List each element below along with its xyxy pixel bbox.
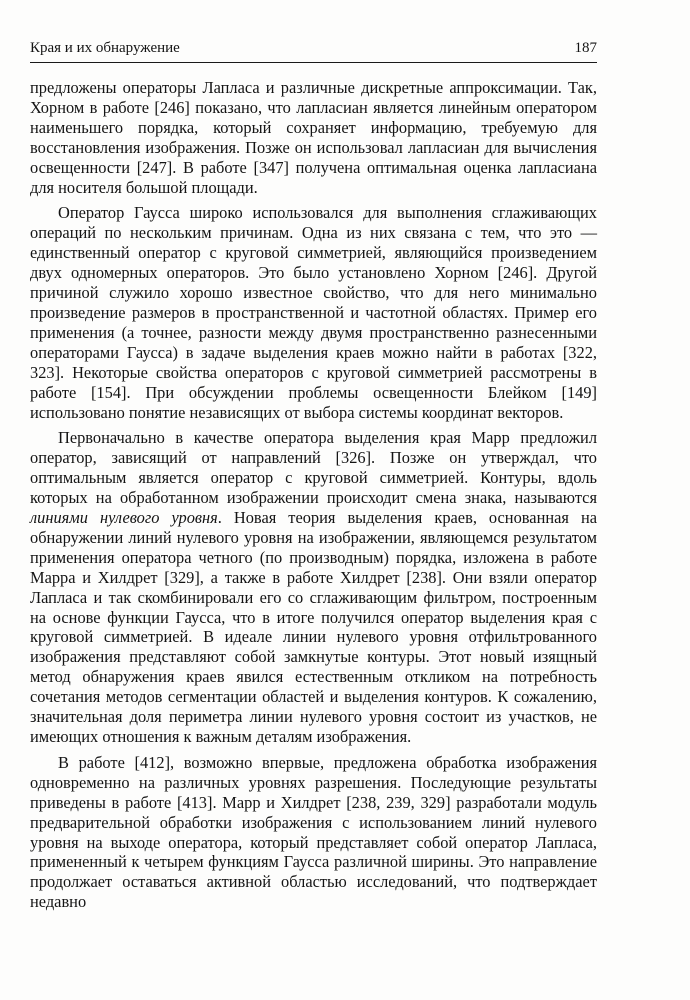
paragraph-3-start: Первоначально в качестве оператора выделения края Марр предложил оператор, зависящий от направлений [326]. Позже он утверждал, что оптимальным является оператор с круговой симметрией. Контуры, вдоль которых на обработанном изображении происходит смена знака, называются (30, 428, 597, 508)
paragraph-2: Оператор Гаусса широко использовался для выполнения сглаживающих операций по нескольким причинам. Одна из них связана с тем, что это — единственный оператор с круговой симметрией, являющийся произведением двух одномерных операторов. Это было установлено Хорном [246]. Другой причиной служило хорошо известное свойство, что для него минимально произведение размеров в пространственной и частотной областях. Пример его применения (а точнее, разности между двумя пространственно разнесенными операторами Гаусса) в задаче выделения краев можно найти в работах [322, 323]. Некоторые свойства операторов с круговой симметрией рассмотрены в работе [154]. При обсуждении проблемы освещенности Блейком [149] использовано понятие независящих от выбора системы координат векторов. (30, 203, 597, 422)
running-title: Края и их обнаружение (30, 40, 180, 56)
italic-term: линиями нулевого уровня (30, 508, 218, 528)
paragraph-3-end: . Новая теория выделения краев, основанная на обнаружении линий нулевого уровня на изображении, являющемся результатом применения оператора четного (по производным) порядка, изложена в работе Марра и Хилдрет [329], а также в работе Хилдрет [238]. Они взяли оператор Лапласа и так скомбинировали его со сглаживающим фильтром, построенным на основе функции Гаусса, что в итоге получился оператор выделения края с круговой симметрией. В идеале линии нулевого уровня отфильтрованного изображения представляют собой замкнутые контуры. Этот новый изящный метод обнаружения краев явился естественным откликом на потребность сочетания методов сегментации областей и выделения контуров. К сожалению, значительная доля периметра линии нулевого уровня состоит из участков, не имеющих отношения к важным деталям изображения. (30, 508, 597, 746)
page-header (30, 40, 597, 57)
paragraph-3 (30, 428, 597, 747)
body-text (30, 78, 597, 918)
page-number: 187 (574, 40, 597, 56)
paragraph-4: В работе [412], возможно впервые, предложена обработка изображения одновременно на различных уровнях разрешения. Последующие результаты приведены в работе [413]. Марр и Хилдрет [238, 239, 329] разработали модуль предварительной обработки изображения с использованием линий нулевого уровня на выходе оператора, который представляет собой оператор Лапласа, примененный к четырем функциям Гаусса различной ширины. Это направление продолжает оставаться активной областью исследований, что подтверждает недавно (30, 752, 597, 912)
header-rule (30, 62, 597, 63)
paragraph-1: предложены операторы Лапласа и различные дискретные аппроксимации. Так, Хорном в работе [246] показано, что лапласиан является линейным оператором наименьшего порядка, который сохраняет информацию, требуемую для восстановления изображения. Позже он использовал лапласиан для вычисления освещенности [247]. В работе [347] получена оптимальная оценка лапласиана для носителя большой площади. (30, 78, 597, 197)
